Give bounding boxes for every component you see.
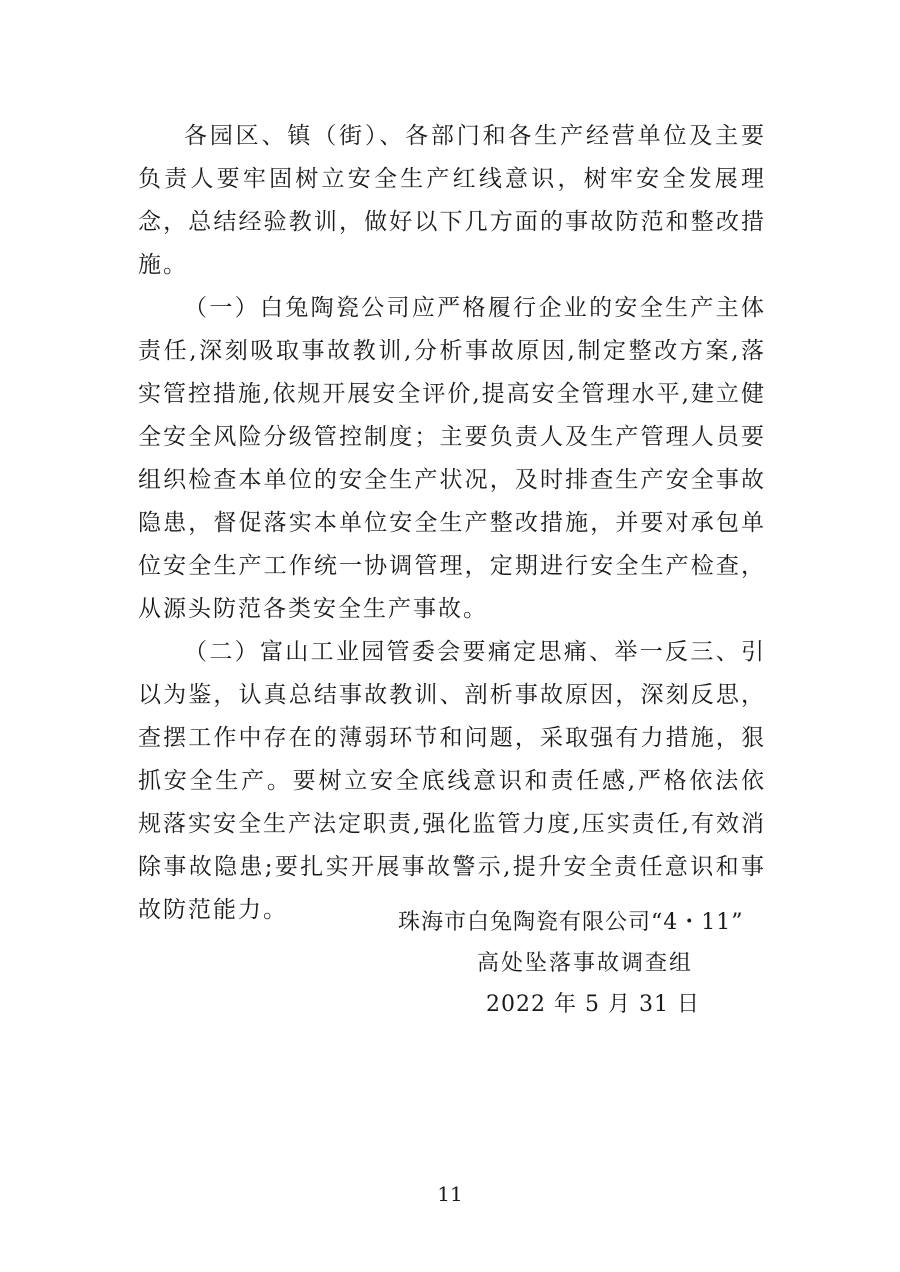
document-body [138, 115, 766, 932]
paragraph-item-1: （一）白兔陶瓷公司应严格履行企业的安全生产主体责任,深刻吸取事故教训,分析事故原因,制定整改方案,落实管控措施,依规开展安全评价,提高安全管理水平,建立健全安全风险分级管控制度；主要负责人及生产管理人员要组织检查本单位的安全生产状况，及时排查生产安全事故隐患，督促落实本单位安全生产整改措施，并要对承包单位安全生产工作统一协调管理，定期进行安全生产检查，从源头防范各类安全生产事故。 [138, 295, 766, 622]
paragraph-intro: 各园区、镇（街）、各部门和各生产经营单位及主要负责人要牢固树立安全生产红线意识，树牢安全发展理念，总结经验教训，做好以下几方面的事故防范和整改措施。 [138, 123, 766, 278]
signature-date: 2022 年 5 月 31 日 [486, 992, 700, 1017]
paragraph-item-2: （二）富山工业园管委会要痛定思痛、举一反三、引以为鉴，认真总结事故教训、剖析事故原因，深刻反思，查摆工作中存在的薄弱环节和问题，采取强有力措施，狠抓安全生产。要树立安全底线意识和责任感,严格依法依规落实安全生产法定职责,强化监管力度,压实责任,有效消除事故隐患;要扎实开展事故警示,提升安全责任意识和事故防范能力。 [138, 639, 766, 923]
page-number: 11 [437, 1182, 463, 1206]
signature-group: 高处坠落事故调查组 [477, 951, 694, 976]
signature-organization: 珠海市白兔陶瓷有限公司“4・11” [398, 910, 744, 935]
